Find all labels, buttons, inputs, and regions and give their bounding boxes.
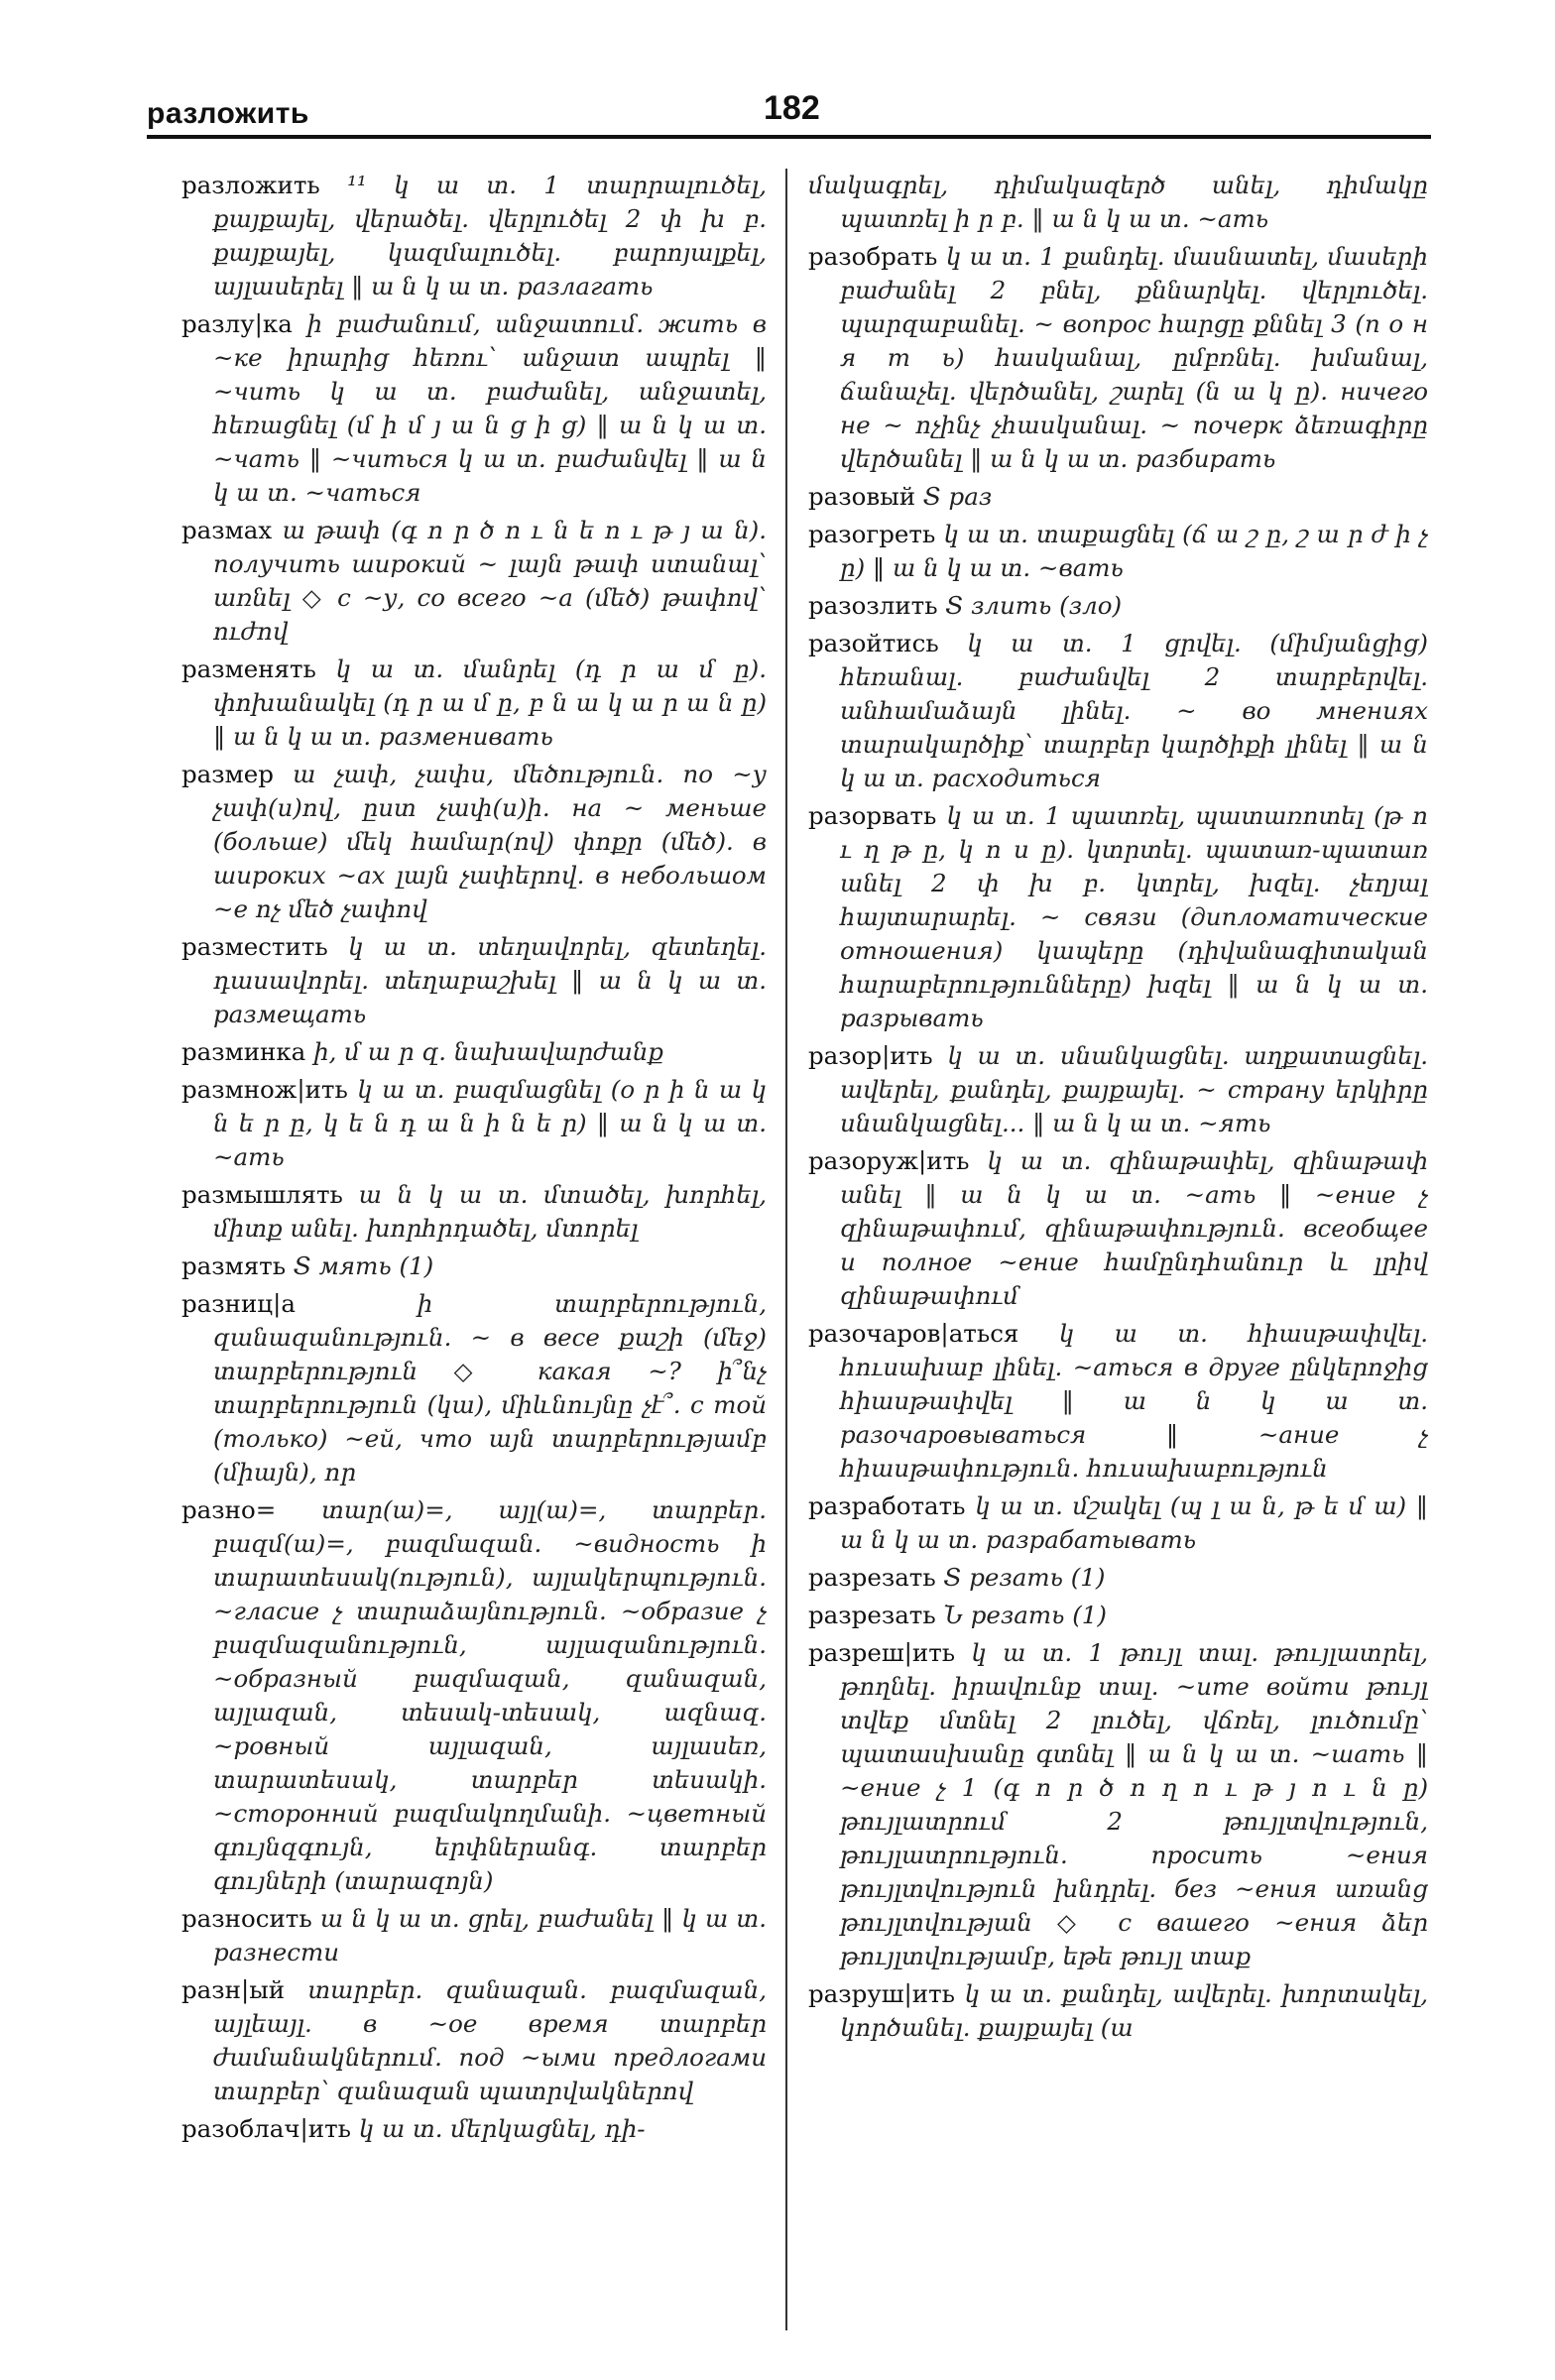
headword: разрезать xyxy=(808,1601,936,1629)
translation: ա ն կ ա տ. մտածել, խորհել, միտք անել. խորհրդածել, մտորել xyxy=(213,1180,767,1243)
dictionary-entry xyxy=(808,1144,1428,1313)
dictionary-entry xyxy=(181,930,767,1031)
headword: разместить xyxy=(181,932,328,961)
running-head: разложить xyxy=(147,97,309,130)
left-column xyxy=(181,169,767,2340)
translation: կ ա տ. տաքացնել (ճ ա շ ը, շ ա ր ժ ի չ ը) ‖ ա ն կ ա տ. ~вать xyxy=(840,520,1428,582)
right-column xyxy=(808,169,1428,2340)
dictionary-entry xyxy=(808,480,1428,514)
translation: կ ա տ. տեղավորել, զետեղել. դասավորել. տեղաբաշխել ‖ ա ն կ ա տ. размещать xyxy=(213,932,767,1028)
translation: Տ мять (1) xyxy=(293,1251,434,1280)
translation: մակագրել, դիմակազերծ անել, դիմակը պատռել ի ր բ. ‖ ա ն կ ա տ. ~ать xyxy=(808,171,1428,233)
translation: կ ա տ. 1 ցրվել. (միմյանցից) հեռանալ. բաժանվել 2 տարբերվել. անհամաձայն լինել. ~ во мнениях տարակարծիք՝ տարբեր կարծիքի լինել ‖ ա ն կ ա տ. расходиться xyxy=(840,629,1428,792)
headword: размнож|ить xyxy=(181,1075,348,1104)
translation: կ ա տ. մերկացնել, դի- xyxy=(358,2114,646,2143)
dictionary-entry xyxy=(808,799,1428,1035)
headword: разозлить xyxy=(808,591,938,620)
translation: կ ա տ. զինաթափել, զինաթափ անել ‖ ա ն կ ա տ. ~ать ‖ ~ение չ զինաթափում, զինաթափություն. всеобщее и полное ~ение համընդհանուր և լրիվ զինաթափում xyxy=(840,1146,1428,1310)
dictionary-entry xyxy=(808,1039,1428,1140)
headword: разоблач|ить xyxy=(181,2114,351,2143)
headword: размять xyxy=(181,1251,287,1280)
dictionary-entry xyxy=(181,2112,767,2146)
dictionary-entry xyxy=(181,1073,767,1174)
headword: разреш|ить xyxy=(808,1638,956,1667)
headword: разобрать xyxy=(808,242,938,271)
dictionary-entry xyxy=(181,1035,767,1069)
dictionary-entry xyxy=(181,514,767,649)
headword: разруш|ить xyxy=(808,1979,956,2008)
dictionary-entry xyxy=(181,307,767,510)
headword: размер xyxy=(181,760,274,788)
headword: разниц|а xyxy=(181,1289,296,1318)
translation: տարբեր. զանազան. բազմազան, այլեայլ. в ~ое время տարբեր ժամանակներում. под ~ыми предлогами տարբեր՝ զանազան պատրվակներով xyxy=(213,1975,767,2105)
page-number: 182 xyxy=(764,89,820,127)
headword: разоруж|ить xyxy=(808,1146,970,1175)
dictionary-entry xyxy=(808,1977,1428,2045)
headword: разойтись xyxy=(808,629,939,657)
headword: разн|ый xyxy=(181,1975,286,2004)
headword: разрезать xyxy=(808,1563,936,1592)
translation: Տ злить (зло) xyxy=(945,591,1122,620)
dictionary-entry xyxy=(181,1902,767,1969)
translation: Ն резать (1) xyxy=(943,1601,1107,1629)
headword: разор|ить xyxy=(808,1041,933,1070)
translation: կ ա տ. 1 քանդել. մասնատել, մասերի բաժանել 2 բնել, քննարկել. վերլուծել. պարզաբանել. ~ вопрос հարցը քննել 3 (п о н я т ь) հասկանալ, ըմբռնել. խմանալ, ճանաչել. վերծանել, շարել (ն ա կ ը). ничего не ~ ոչինչ չհասկանալ. ~ почерк ձեռագիրը վերծանել ‖ ա ն կ ա տ. разбирать xyxy=(840,242,1428,473)
translation: ¹¹ կ ա տ. 1 տարրալուծել, քայքայել, վերածել. վերլուծել 2 փ խ բ. քայքայել, կազմալուծել. բարոյալքել, այլասերել ‖ ա ն կ ա տ. разлагать xyxy=(213,171,767,300)
translation: կ ա տ. մանրել (դ ր ա մ ը). փոխանակել (դ ր ա մ ը, բ ն ա կ ա ր ա ն ը) ‖ ա ն կ ա տ. разменивать xyxy=(213,654,767,751)
dictionary-entry xyxy=(808,1599,1428,1632)
headword: размышлять xyxy=(181,1180,343,1209)
dictionary-entry xyxy=(808,240,1428,476)
dictionary-entry xyxy=(181,1973,767,2108)
headword: разлу|ка xyxy=(181,309,293,338)
dictionary-entry xyxy=(808,1489,1428,1557)
headword: разно= xyxy=(181,1495,277,1524)
translation: կ ա տ. մշակել (պ լ ա ն, թ ե մ ա) ‖ ա ն կ ա տ. разрабатывать xyxy=(840,1491,1428,1554)
headword: разовый xyxy=(808,482,916,511)
dictionary-entry xyxy=(181,1250,767,1283)
dictionary-entry xyxy=(181,1178,767,1246)
dictionary-entry xyxy=(181,653,767,754)
headword: разработать xyxy=(808,1491,966,1520)
headword: размах xyxy=(181,516,273,544)
translation: Տ раз xyxy=(922,482,993,511)
dictionary-entry xyxy=(808,169,1428,236)
dictionary-entry xyxy=(808,1636,1428,1973)
translation: կ ա տ. քանդել, ավերել. խորտակել, կործանել. քայքայել (ա xyxy=(840,1979,1428,2042)
headword: разносить xyxy=(181,1904,312,1933)
dictionary-entry xyxy=(808,1317,1428,1486)
translation: կ ա տ. 1 պատռել, պատառոտել (թ ո ւ ղ թ ը, կ ո ս ը). կտրտել. պատառ-պատառ անել 2 փ խ բ. կտրել, խզել. չեղյալ հայտարարել. ~ связи (дипломатические отношения) կապերը (դիվանագիտական հարաբերությունները) խզել ‖ ա ն կ ա տ. разрывать xyxy=(840,801,1428,1032)
translation: կ ա տ. սնանկացնել. աղքատացնել. ավերել, քանդել, քայքայել. ~ страну երկիրը սնանկացնել... ‖ ա ն կ ա տ. ~ять xyxy=(840,1041,1428,1137)
translation: կ ա տ. հիասթափվել. հուսախաբ լինել. ~аться в друге ընկերոջից հիասթափվել ‖ ա ն կ ա տ. разочаровываться ‖ ~ание չ հիասթափություն. հուսախաբություն xyxy=(840,1319,1428,1483)
translation: ի, մ ա ր զ. նախավարժանք xyxy=(313,1037,663,1066)
headword: разорвать xyxy=(808,801,937,830)
translation: Տ резать (1) xyxy=(943,1563,1106,1592)
header-rule xyxy=(147,135,1431,139)
translation: ա չափ, չափս, մեծություն. по ~у չափ(ս)ով, ըստ չափ(ս)ի. на ~ меньше (больше) մեկ համար(ով) փոքր (մեծ). в широких ~ах լայն չափերով. в небольшом ~е ոչ մեծ չափով xyxy=(213,760,767,923)
dictionary-entry xyxy=(181,1493,767,1898)
translation: տար(ա)=, այլ(ա)=, տարբեր. բազմ(ա)=, բազմազան. ~видность ի տարատեսակ(ություն), այլակերպություն. ~гласие չ տարաձայնություն. ~образие չ բազմազանություն, այլազանություն. ~образный բազմազան, զանազան, այլազան, տեսակ-տեսակ, ազնազ. ~ровный այլազան, այլասեռ, տարատեսակ, տարբեր տեսակի. ~сторонний բազմակողմանի. ~цветный գույնզգույն, երփներանգ. տարբեր գույների (տարազոյն) xyxy=(213,1495,767,1895)
page-header xyxy=(147,87,1431,139)
translation: ա ն կ ա տ. ցրել, բաժանել ‖ կ ա տ. разнести xyxy=(213,1904,767,1966)
dictionary-entry xyxy=(808,627,1428,795)
headword: разочаров|аться xyxy=(808,1319,1019,1348)
dictionary-entry xyxy=(808,518,1428,585)
dictionary-entry xyxy=(181,758,767,926)
headword: разменять xyxy=(181,654,316,683)
dictionary-entry xyxy=(808,589,1428,623)
translation: ի բաժանում, անջատում. жить в ~ке իրարից հեռու՝ անջատ ապրել ‖ ~чить կ ա տ. բաժանել, անջատել, հեռացնել (մ ի մ յ ա ն ց ի ց) ‖ ա ն կ ա տ. ~чать ‖ ~читься կ ա տ. բաժանվել ‖ ա ն կ ա տ. ~чаться xyxy=(213,309,767,507)
dictionary-entry xyxy=(808,1561,1428,1595)
headword: разминка xyxy=(181,1037,306,1066)
headword: разогреть xyxy=(808,520,936,548)
translation: կ ա տ. 1 թույլ տալ. թույլատրել, թողնել. իրավունք տալ. ~ите войти թույլ տվեք մտնել 2 լուծել, վճռել, լուծումը՝ պատասխանը գտնել ‖ ա ն կ ա տ. ~шать ‖ ~ение չ 1 (գ ո ր ծ ո ղ ո ւ թ յ ո ւ ն ը) թույլատրում 2 թույլտվություն, թույլատրություն. просить ~ения թույլտվություն խնդրել. без ~ения առանց թույլտվության ◇ с вашего ~ения ձեր թույլտվությամբ, եթե թույլ տաք xyxy=(840,1638,1428,1970)
translation: ա թափ (գ ո ր ծ ո ւ ն ե ո ւ թ յ ա ն). получить широкий ~ լայն թափ ստանալ՝ առնել ◇ с ~у, со всего ~а (մեծ) թափով՝ ուժով xyxy=(213,516,767,646)
column-divider xyxy=(785,169,787,2330)
translation: կ ա տ. բազմացնել (օ ր ի ն ա կ ն ե ր ը, կ ե ն դ ա ն ի ն ե ր) ‖ ա ն կ ա տ. ~ать xyxy=(213,1075,767,1171)
dictionary-entry xyxy=(181,1287,767,1489)
headword: разложить xyxy=(181,171,320,199)
dictionary-entry xyxy=(181,169,767,303)
translation: ի տարբերություն, զանազանություն. ~ в весе քաշի (մեջ) տարբերություն ◇ какая ~? ի՞նչ տարբերություն (կա), միևնույնը չէ՞. с той (только) ~ей, что այն տարբերությամբ (միայն), որ xyxy=(213,1289,767,1487)
